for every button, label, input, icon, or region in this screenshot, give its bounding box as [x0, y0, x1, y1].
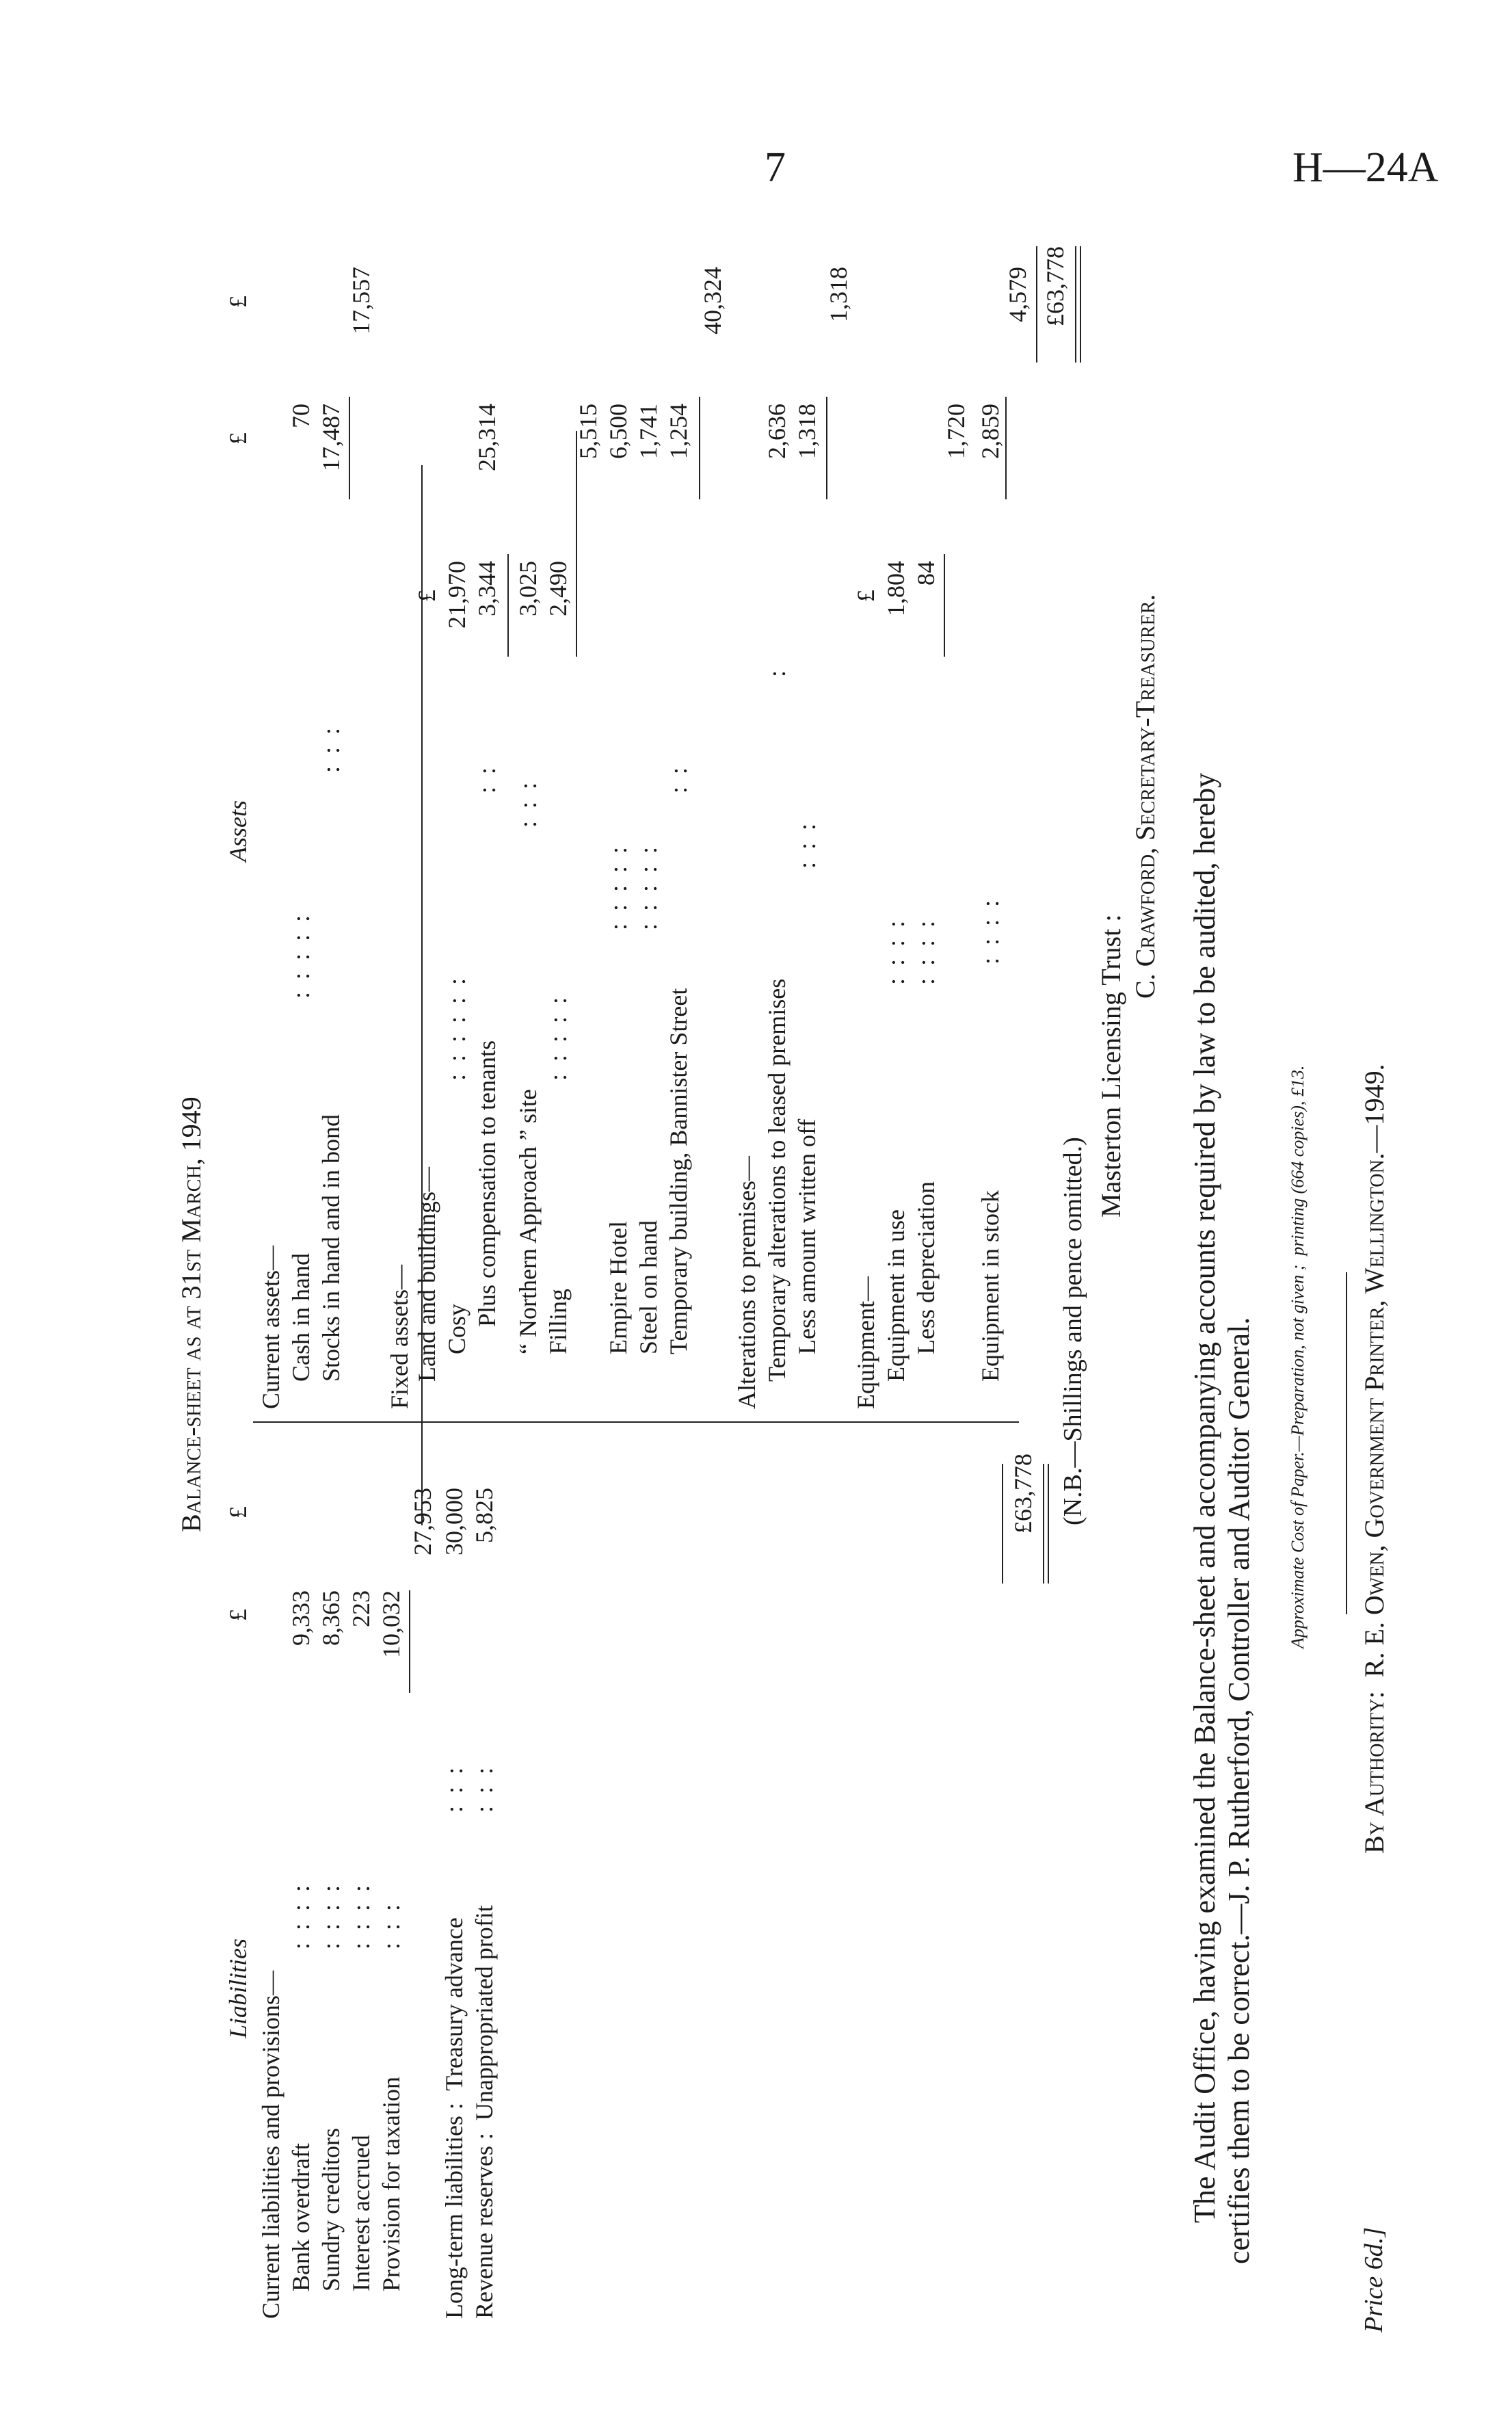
alterations-total: 1,318	[825, 267, 852, 322]
asset-label: Temporary building, Bannister Street	[665, 988, 692, 1354]
assets-pound-col2: £	[224, 295, 252, 308]
liability-amount: 9,333	[287, 1590, 315, 1646]
authority-line: By Authority: R. E. Owen, Government Printer, Wellington.—1949.	[1359, 1064, 1390, 1854]
subtotal-rule	[826, 397, 827, 499]
liability-amount: 10,032	[377, 1590, 405, 1658]
stocks-amount: 17,487	[317, 404, 345, 471]
long-term-liabilities-label: Long-term liabilities : Treasury advance	[440, 1917, 468, 2319]
depreciation-amount: 84	[912, 561, 940, 586]
double-rule-bottom	[1080, 246, 1081, 363]
leader-dots: : :	[473, 767, 501, 793]
cash-amount: 70	[287, 404, 315, 428]
liability-amount: 223	[347, 1590, 375, 1627]
leader-dots: : : : :	[317, 1884, 345, 1949]
subtotal-rule	[944, 554, 945, 657]
leader-dots: : : :	[317, 727, 345, 773]
asset-label: Less depreciation	[912, 1181, 940, 1354]
written-off-amount: 1,318	[793, 404, 821, 459]
page-number: 7	[765, 144, 786, 191]
current-assets-total: 17,557	[347, 267, 375, 334]
cosy-total: 25,314	[473, 404, 501, 471]
leader-dots: : :	[665, 767, 692, 793]
leader-dots: : : : :	[287, 1884, 315, 1949]
compensation-amount: 3,344	[473, 561, 501, 616]
liability-amount: 8,365	[317, 1590, 345, 1646]
current-liabilities-total: 27,953	[409, 1488, 436, 1555]
asset-label: Stocks in hand and in bond	[317, 1114, 345, 1382]
northern-amount: 3,025	[514, 561, 542, 616]
land-buildings-label: Land and buildings—	[413, 1167, 440, 1382]
asset-label: Empire Hotel	[605, 1221, 632, 1354]
equipment-total: 4,579	[1004, 267, 1031, 322]
price-note: Price 6d.]	[1360, 2226, 1388, 2332]
subtotal-rule	[349, 397, 350, 499]
fixed-assets-label: Fixed assets—	[386, 1265, 413, 1409]
signatory: C. Crawford, Secretary-Treasurer.	[1130, 594, 1160, 999]
shillings-note: (N.B.—Shillings and pence omitted.)	[1059, 1137, 1087, 1525]
liability-label: Interest accrued	[347, 2135, 375, 2291]
liabilities-pound-col2: £	[224, 1506, 252, 1519]
cost-note: Approximate Cost of Paper.—Preparation, not given ; printing (664 copies), £13.	[1288, 1065, 1308, 1648]
leader-dots: :	[763, 670, 791, 677]
liability-label: Provision for taxation	[377, 2077, 405, 2291]
leader-dots: : : : : :	[605, 846, 632, 930]
leader-dots: : : :	[377, 1904, 405, 1949]
liability-label: Sundry creditors	[317, 2128, 345, 2291]
equipment-net-amount: 1,720	[942, 404, 970, 459]
balance-sheet-page	[89, 212, 1388, 2332]
asset-label: Cosy	[443, 1303, 470, 1354]
leader-dots: : : : : :	[635, 846, 662, 930]
equipment-in-use-amount: 1,804	[882, 561, 910, 616]
leader-dots: : : : :	[882, 920, 910, 985]
double-rule-bottom	[1048, 1464, 1049, 1583]
assets-pound-col1: £	[224, 432, 252, 445]
audit-statement-line2: certifies them to be correct.—J. P. Rutherford, Controller and Auditor General.	[1222, 1317, 1256, 2264]
asset-label: Temporary alterations to leased premises	[763, 978, 791, 1382]
unappropriated-profit-amount: 5,825	[470, 1488, 498, 1543]
double-rule-top	[1075, 246, 1076, 363]
asset-pound-sign: £	[413, 590, 440, 602]
asset-label: “ Northern Approach ” site	[514, 1089, 542, 1354]
subtotal-rule	[409, 1590, 410, 1693]
leader-dots: : : :	[514, 782, 542, 828]
filling-amount: 2,490	[544, 561, 572, 616]
trust-name: Masterton Licensing Trust :	[1096, 914, 1126, 1218]
asset-label: Equipment in stock	[977, 1190, 1004, 1382]
leader-dots: : : : :	[347, 1884, 375, 1949]
leader-dots: : : : :	[912, 920, 940, 985]
subtotal-rule	[507, 554, 509, 657]
liabilities-group-label: Current liabilities and provisions—	[257, 1971, 284, 2319]
column-divider	[253, 1421, 1019, 1423]
treasury-advance-amount: 30,000	[440, 1488, 468, 1555]
audit-statement-line1: The Audit Office, having examined the Balance-sheet and accompanying accounts required by law to be audited, hereby	[1188, 772, 1221, 2223]
empire-hotel-amount: 6,500	[605, 404, 632, 459]
asset-label: Filling	[544, 1288, 572, 1354]
current-assets-label: Current assets—	[257, 1246, 284, 1409]
leader-dots: : : :	[793, 823, 821, 869]
asset-label: Steel on hand	[635, 1220, 662, 1354]
liabilities-grand-total: £63,778	[1009, 1454, 1037, 1534]
northern-total: 5,515	[574, 404, 602, 459]
asset-label: Equipment in use	[882, 1209, 910, 1382]
temp-alterations-amount: 2,636	[763, 404, 791, 459]
liability-label: Bank overdraft	[287, 2143, 315, 2291]
sheet-title: Balance-sheet as at 31st March, 1949	[176, 1096, 207, 1532]
leader-dots: : : :	[440, 1767, 468, 1813]
total-rule	[1002, 1464, 1003, 1583]
asset-label: Cash in hand	[287, 1253, 315, 1382]
liabilities-pound-col1: £	[224, 1609, 252, 1621]
document-reference: H—24A	[1292, 144, 1439, 191]
leader-dots: : : : : :	[544, 997, 572, 1081]
assets-grand-total: £63,778	[1042, 246, 1069, 326]
leader-dots: : : : :	[977, 899, 1004, 964]
temp-building-amount: 1,254	[665, 404, 692, 459]
asset-label: Plus compensation to tenants	[473, 1040, 501, 1327]
subtotal-rule	[1005, 397, 1007, 499]
leader-dots: : : : : :	[287, 915, 315, 999]
total-rule	[1036, 246, 1037, 363]
asset-pound-sign: £	[852, 590, 879, 602]
cosy-amount: 21,970	[443, 561, 470, 629]
authority-rule	[1346, 1272, 1347, 1614]
asset-label: Less amount written off	[793, 1118, 821, 1354]
fixed-assets-total: 40,324	[699, 267, 726, 334]
equipment-stock-amount: 2,859	[977, 404, 1004, 459]
alterations-label: Alterations to premises—	[733, 1156, 760, 1409]
revenue-reserves-label: Revenue reserves : Unappropriated profit	[470, 1905, 498, 2319]
subtotal-rule	[699, 397, 700, 499]
steel-amount: 1,741	[635, 404, 662, 459]
equipment-label: Equipment—	[852, 1276, 879, 1409]
liabilities-heading: Liabilities	[224, 1938, 252, 2038]
leader-dots: : : : : : :	[443, 977, 470, 1081]
leader-dots: : : :	[470, 1767, 498, 1813]
double-rule-top	[1043, 1464, 1044, 1583]
assets-heading: Assets	[224, 800, 252, 862]
